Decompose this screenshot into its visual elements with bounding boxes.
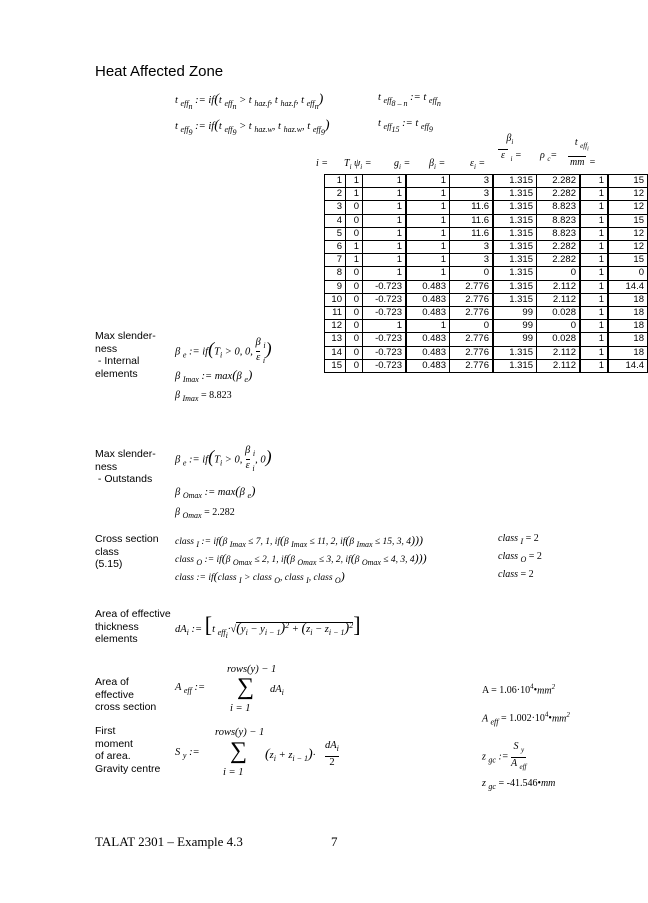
table-cell: -0.723 [363,359,406,372]
table-cell: 1 [407,320,450,333]
table-cell: 2.112 [537,280,580,293]
table-cell: 6 [325,241,346,254]
table-row [325,346,648,359]
table-cell: 12 [609,241,648,254]
table-cell: 0.483 [407,307,450,320]
table-cell: 0 [346,280,363,293]
table-cell: 1 [581,214,608,227]
table-header-i: i = [316,158,329,169]
formula-dA: $dA_i$ := [t $_{eff_i}\cdot√(y_i - y_{i - 1})^2 + (z_i - z_{i - 1})^2$] [175,612,361,640]
formula-teff-8n: t $_{eff_{8 - n}}$ := t $_{eff_n}$ [378,92,441,108]
table-cell: 1 [581,359,608,372]
table-cell: 99 [494,333,537,346]
table-cell: 0 [450,320,493,333]
table-cell: 18 [609,293,648,306]
table-cell: 1 [581,175,608,188]
table-cell: 1 [346,188,363,201]
table-cell: 0 [609,267,648,280]
table-cell: 99 [494,320,537,333]
table-cell: 0 [346,227,363,240]
table-cell: -0.723 [363,293,406,306]
table-cell: 8.823 [537,201,580,214]
table-row [325,267,648,280]
table-cell: 11.6 [450,214,493,227]
table-cell: 15 [609,254,648,267]
table-cell: 18 [609,320,648,333]
table-row [325,175,648,188]
table-cell: 1 [407,267,450,280]
result-A-eff: A $_{eff} = 1.002\cdot 10^4•mm^2$ [482,711,570,727]
result-beta-omax: β $_{Omax}$ = 2.282 [175,507,235,520]
table-cell: 12 [325,320,346,333]
table-header-beta-eps: $\beta_i$ ε $_i$ = [498,132,522,166]
table-row [325,227,648,240]
result-class-o: class $_O$ = 2 [498,551,542,564]
table-cell: 3 [450,188,493,201]
formula-beta-omax-def: β $_{Omax}$ := max(β $_e$) [175,483,256,500]
table-cell: 5 [325,227,346,240]
table-cell: 7 [325,254,346,267]
table-cell: 3 [450,241,493,254]
table-row [325,359,648,372]
table-cell: 15 [325,359,346,372]
table-cell: 0.483 [407,346,450,359]
result-class-i: class $_I$ = 2 [498,533,539,546]
label-first-moment: First moment of area. Gravity centre [95,725,161,775]
table-cell: 2.112 [537,359,580,372]
table-cell: 0 [537,267,580,280]
table-cell: 11.6 [450,201,493,214]
table-cell: 1.315 [494,214,537,227]
label-area-eff-thickness: Area of effective thickness elements [95,608,171,645]
table-cell: 1 [581,254,608,267]
table-cell: 0 [346,214,363,227]
table-cell: 1.315 [494,188,537,201]
formula-class-i: class $_I$ := if(β $_{Imax}$ ≤ 7, 1, if(β $_{Imax}$ ≤ 11, 2, if(β $_{Imax}$ ≤ 15, 3, 4))) [175,533,423,549]
table-cell: -0.723 [363,307,406,320]
table-cell: 2.282 [537,188,580,201]
table-cell: 3 [450,175,493,188]
page-number: 7 [331,834,338,849]
table-cell: 8.823 [537,214,580,227]
label-cross-section-class: Cross section class (5.15) [95,533,159,570]
table-cell: 1 [363,227,406,240]
table-cell: 1 [407,254,450,267]
table-cell: 1 [581,293,608,306]
table-cell: 14.4 [609,280,648,293]
table-cell: 0 [450,267,493,280]
table-cell: 1 [363,188,406,201]
table-header-T: $T_i$ $\psi_i$ = [344,158,372,171]
table-cell: 2.776 [450,293,493,306]
result-beta-imax: β $_{Imax}$ = 8.823 [175,390,232,403]
formula-beta-e-internal: β $_e$ := $if(T_i > 0$, 0, β $_i$ ε $_i$) [175,337,272,365]
page-title: Heat Affected Zone [95,63,224,80]
table-cell: 18 [609,346,648,359]
table-cell: 1 [363,267,406,280]
result-A: $A = 1.06\cdot 10^4•mm^2$ [482,683,556,697]
table-cell: 2.776 [450,359,493,372]
table-cell: 2.776 [450,280,493,293]
table-cell: 1 [581,188,608,201]
table-cell: 1.315 [494,175,537,188]
table-cell: 1 [325,175,346,188]
table-cell: 15 [609,175,648,188]
table-cell: 1 [363,320,406,333]
table-cell: 0 [346,307,363,320]
table-cell: 1.315 [494,346,537,359]
table-cell: 1 [581,346,608,359]
table-cell: 1 [581,307,608,320]
table-cell: -0.723 [363,280,406,293]
table-row [325,254,648,267]
table-cell: 3 [450,254,493,267]
table-cell: 1 [346,241,363,254]
table-cell: 1.315 [494,280,537,293]
table-cell: 1.315 [494,293,537,306]
formula-class-o: class $_O$ := if(β $_{Omax}$ ≤ 2, 1, if(β $_{Omax}$ ≤ 3, 2, if(β $_{Omax}$ ≤ 4, 3, 4))) [175,551,427,567]
table-cell: 1.315 [494,267,537,280]
table-cell: 0 [346,293,363,306]
table-header-eps: $\varepsilon_i$ = [470,158,486,171]
table-cell: -0.723 [363,333,406,346]
formula-beta-e-outstand: β $_e$ := $if(T_i > 0$, β $_i$ ε $_i$, 0) [175,445,272,473]
table-cell: 11.6 [450,227,493,240]
table-cell: 0.483 [407,333,450,346]
table-cell: 1.315 [494,254,537,267]
table-cell: 1.315 [494,227,537,240]
result-z-gc: z $_{gc}$ = -41.546•mm [482,778,556,791]
table-cell: 15 [609,214,648,227]
table-cell: 1 [407,175,450,188]
table-cell: 11 [325,307,346,320]
formula-class: class := if(class $_I$ > class $_O$, class $_I$, class $_O$) [175,569,345,585]
table-cell: 1 [407,241,450,254]
formula-beta-imax-def: β $_{Imax}$ := max(β $_e$) [175,367,253,384]
table-cell: 0.483 [407,293,450,306]
table-cell: 10 [325,293,346,306]
table-cell: 1 [407,188,450,201]
table-cell: 1 [581,201,608,214]
table-cell: 8 [325,267,346,280]
table-cell: 1 [363,175,406,188]
table-cell: 99 [494,307,537,320]
table-cell: 2.282 [537,241,580,254]
table-header-beta: $\beta_i$ = [429,158,446,171]
table-cell: 0 [346,359,363,372]
table-cell: 2.112 [537,346,580,359]
table-cell: 14 [325,346,346,359]
formula-teff-15: t $_{eff_{15}}$ := t $_{eff_9}$ [378,118,433,134]
table-cell: 1 [581,241,608,254]
table-header-g: $g_i$ = [394,158,411,171]
table-cell: 1 [581,280,608,293]
table-cell: 8.823 [537,227,580,240]
label-max-slenderness-internal: Max slender- ness - Internal elements [95,330,156,380]
table-cell: 2.282 [537,175,580,188]
table-cell: 12 [609,188,648,201]
table-cell: 3 [325,201,346,214]
table-cell: 1.315 [494,359,537,372]
table-cell: 9 [325,280,346,293]
table-cell: 2.776 [450,333,493,346]
table-cell: 4 [325,214,346,227]
table-row [325,280,648,293]
table-cell: 2 [325,188,346,201]
table-cell: 12 [609,227,648,240]
table-cell: 18 [609,307,648,320]
label-max-slenderness-outstands: Max slender- ness - Outstands [95,448,156,485]
label-area-eff-cross: Area of effective cross section [95,676,157,713]
table-row [325,333,648,346]
data-table [324,174,648,373]
table-cell: -0.723 [363,346,406,359]
table-cell: 1 [363,201,406,214]
table-row [325,188,648,201]
table-row [325,320,648,333]
table-cell: 2.112 [537,293,580,306]
formula-teff-n: t $_{eff_n}$ := if(t $_{eff_n}$ > t $_{haz.f}$, t $_{haz.f}$, t $_{eff_n}$) [175,92,324,111]
table-cell: 0 [346,346,363,359]
table-cell: 1 [407,214,450,227]
table-cell: 2.776 [450,346,493,359]
table-cell: 18 [609,333,648,346]
table-cell: 1 [581,267,608,280]
table-cell: 1 [363,214,406,227]
table-cell: 1 [363,241,406,254]
table-cell: 13 [325,333,346,346]
table-cell: 0 [346,267,363,280]
table-cell: 0.028 [537,333,580,346]
footer-text: TALAT 2301 – Example 4.3 [95,834,243,849]
table-row [325,201,648,214]
result-class: class = 2 [498,569,534,580]
table-cell: 0.483 [407,280,450,293]
table-cell: 1 [346,175,363,188]
table-cell: 1 [581,333,608,346]
table-cell: 0 [537,320,580,333]
table-row [325,241,648,254]
table-header-rho: ρ $_c$= [540,150,558,163]
table-header-teff: t $_{eff_i}$ mm = [570,137,596,169]
table-cell: 1 [407,227,450,240]
table-cell: 1 [363,254,406,267]
table-cell: 1.315 [494,201,537,214]
table-cell: 1 [581,227,608,240]
table-cell: 12 [609,201,648,214]
table-row [325,293,648,306]
table-cell: 1 [407,201,450,214]
table-cell: 0 [346,333,363,346]
table-cell: 1.315 [494,241,537,254]
table-cell: 0 [346,320,363,333]
result-z-gc-def: z $_{gc}$ := S $_y$ A $_{eff}$ [482,741,527,771]
formula-teff-9: t $_{eff_9}$ := if(t $_{eff_9}$ > t $_{haz.w}$, t $_{haz.w}$, t $_{eff_9}$) [175,118,330,137]
table-cell: 0.483 [407,359,450,372]
table-cell: 0 [346,201,363,214]
table-cell: 14.4 [609,359,648,372]
table-cell: 2.776 [450,307,493,320]
table-cell: 0.028 [537,307,580,320]
table-row [325,214,648,227]
table-cell: 2.282 [537,254,580,267]
table-cell: 1 [581,320,608,333]
table-cell: 1 [346,254,363,267]
table-row [325,307,648,320]
